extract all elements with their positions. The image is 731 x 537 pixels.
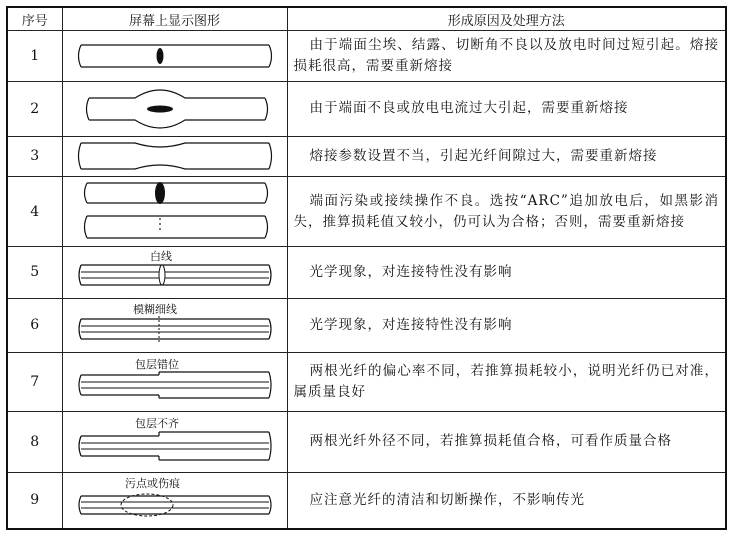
table-row [7, 411, 726, 472]
table-row [7, 472, 726, 529]
table-row [7, 31, 726, 82]
table-row [7, 246, 726, 298]
row-description: 光学现象，对连接特性没有影响 [287, 246, 726, 298]
row-description: 由于端面尘埃、结露、切断角不良以及放电时间过短引起。熔接损耗很高，需要重新熔接 [287, 31, 726, 82]
fiber-figure [62, 246, 287, 298]
row-number: 4 [7, 177, 62, 247]
fiber-figure [62, 177, 287, 247]
fiber-bulge-diagram [75, 86, 275, 132]
fiber-figure [62, 353, 287, 412]
fiber-figure [62, 411, 287, 472]
table-row [7, 81, 726, 136]
fiber-dark-shadow-diagram [75, 180, 275, 244]
fiber-thin-neck-diagram [75, 139, 275, 173]
row-description: 两根光纤的偏心率不同，若推算损耗较小，说明光纤仍已对准，属质量良好 [287, 353, 726, 412]
figure-label: 模糊细线 [132, 303, 177, 317]
table-row [7, 177, 726, 247]
row-description: 光学现象，对连接特性没有影响 [287, 298, 726, 353]
header-method: 形成原因及处理方法 [287, 7, 726, 31]
row-description: 应注意光纤的清洁和切断操作，不影响传光 [287, 472, 726, 529]
splice-defect-table [6, 6, 727, 530]
header-display: 屏幕上显示图形 [62, 7, 287, 31]
fiber-figure [62, 298, 287, 353]
table-row [7, 353, 726, 412]
header-num: 序号 [7, 7, 62, 31]
fiber-dark-spot-diagram [75, 39, 275, 73]
row-description: 两根光纤外径不同，若推算损耗值合格，可看作质量合格 [287, 411, 726, 472]
row-description: 熔接参数设置不当，引起光纤间隙过大，需要重新熔接 [287, 136, 726, 177]
row-number: 9 [7, 472, 62, 529]
figure-label: 包层不齐 [134, 416, 179, 430]
row-description: 由于端面不良或放电电流过大引起，需要重新熔接 [287, 81, 726, 136]
fiber-cladding-offset-diagram [75, 357, 275, 407]
table-row [7, 136, 726, 177]
figure-label: 污点或伤痕 [124, 477, 180, 491]
fiber-stain-scratch-diagram [75, 476, 275, 524]
fiber-figure [62, 31, 287, 82]
row-number: 3 [7, 136, 62, 177]
row-number: 1 [7, 31, 62, 82]
table-row [7, 298, 726, 353]
fiber-white-line-diagram [75, 249, 275, 295]
row-number: 5 [7, 246, 62, 298]
row-number: 7 [7, 353, 62, 412]
header-row [7, 7, 726, 31]
row-number: 2 [7, 81, 62, 136]
figure-label: 白线 [149, 250, 172, 264]
fiber-blur-line-diagram [75, 302, 275, 348]
fiber-figure [62, 472, 287, 529]
row-number: 8 [7, 411, 62, 472]
row-description: 端面污染或接续操作不良。选按“ARC”追加放电后，如黑影消失，推算损耗值又较小，仍可认为合格；否则，需要重新熔接 [287, 177, 726, 247]
row-number: 6 [7, 298, 62, 353]
fiber-figure [62, 81, 287, 136]
figure-label: 包层错位 [134, 358, 179, 372]
fiber-figure [62, 136, 287, 177]
fiber-cladding-mismatch-diagram [75, 416, 275, 468]
